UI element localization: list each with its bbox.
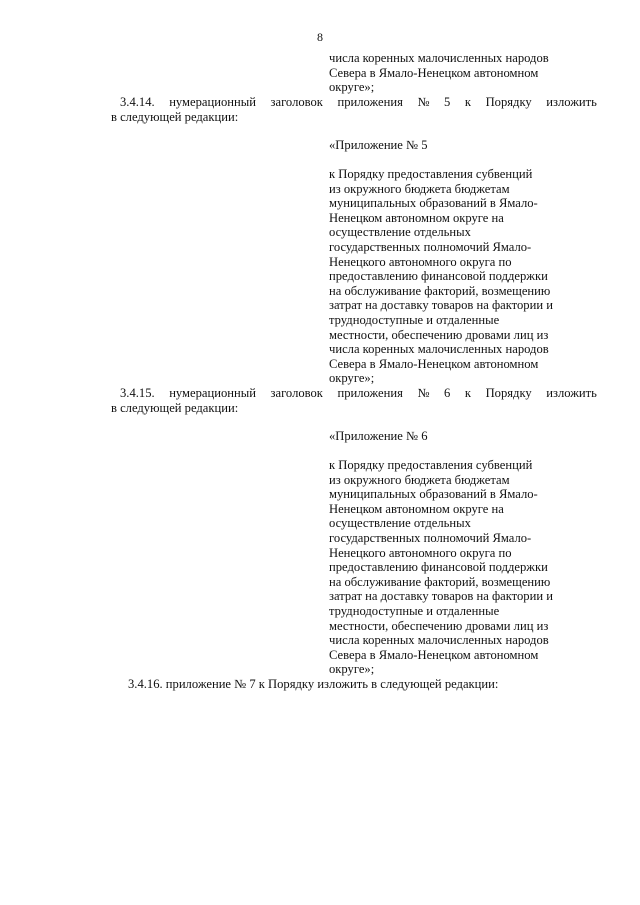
appendix-line: местности, обеспечению дровами лиц из bbox=[329, 327, 549, 342]
appendix-line: числа коренных малочисленных народов bbox=[329, 633, 549, 648]
appendix-line: муниципальных образований в Ямало- bbox=[329, 487, 538, 502]
appendix-line: местности, обеспечению дровами лиц из bbox=[329, 618, 549, 633]
appendix-line: труднодоступные и отдаленные bbox=[329, 312, 500, 327]
item-word: заголовок bbox=[270, 386, 323, 400]
appendix-line: Ненецком автономном округе на bbox=[329, 210, 504, 225]
appendix-line: затрат на доставку товаров на фактории и bbox=[329, 589, 553, 604]
item-word: приложения bbox=[337, 95, 403, 109]
appendix-line: к Порядку предоставления субвенций bbox=[329, 458, 533, 472]
appendix-line: государственных полномочий Ямало- bbox=[329, 530, 532, 545]
item-word: к bbox=[464, 386, 472, 400]
item-line-1 bbox=[120, 95, 597, 110]
item-3-4-16 bbox=[128, 677, 598, 692]
continuation-line: округе»; bbox=[329, 80, 375, 95]
appendix-6-title-block bbox=[329, 429, 604, 444]
item-line-2: в следующей редакции: bbox=[111, 400, 239, 415]
item-3-4-15 bbox=[111, 386, 597, 415]
item-word: № bbox=[417, 95, 430, 109]
continuation-line: Севера в Ямало-Ненецком автономном bbox=[329, 65, 539, 80]
appendix-5-header-block bbox=[329, 167, 604, 386]
appendix-line: Ненецкого автономного округа по bbox=[329, 545, 512, 560]
appendix-5-title-block bbox=[329, 138, 604, 153]
item-word: Порядку bbox=[485, 95, 532, 109]
appendix-line: округе»; bbox=[329, 662, 375, 677]
item-word: изложить bbox=[546, 95, 597, 109]
appendix-line: Севера в Ямало-Ненецком автономном bbox=[329, 356, 539, 371]
appendix-line: предоставлению финансовой поддержки bbox=[329, 560, 548, 575]
appendix-line: государственных полномочий Ямало- bbox=[329, 239, 532, 254]
item-text: приложение № 7 к Порядку изложить в следующей редакции: bbox=[165, 677, 499, 691]
appendix-line: осуществление отдельных bbox=[329, 225, 471, 240]
item-line-2: в следующей редакции: bbox=[111, 109, 239, 124]
item-word: заголовок bbox=[270, 95, 323, 109]
item-number: 3.4.16. bbox=[128, 677, 166, 691]
appendix-line: муниципальных образований в Ямало- bbox=[329, 196, 538, 211]
item-number: 3.4.14. bbox=[120, 95, 155, 109]
appendix-line: труднодоступные и отдаленные bbox=[329, 603, 500, 618]
item-word: № bbox=[417, 386, 430, 400]
appendix-line: числа коренных малочисленных народов bbox=[329, 342, 549, 357]
item-word: 6 bbox=[444, 386, 451, 400]
appendix-line: Ненецкого автономного округа по bbox=[329, 254, 512, 269]
item-word: нумерационный bbox=[169, 386, 256, 400]
item-word: к bbox=[464, 95, 472, 109]
appendix-line: затрат на доставку товаров на фактории и bbox=[329, 298, 553, 313]
item-word: нумерационный bbox=[169, 95, 256, 109]
appendix-title: «Приложение № 6 bbox=[329, 429, 428, 443]
item-line-1 bbox=[128, 677, 598, 692]
appendix-line: к Порядку предоставления субвенций bbox=[329, 167, 533, 181]
appendix-line: из окружного бюджета бюджетам bbox=[329, 181, 510, 196]
appendix-line: Ненецком автономном округе на bbox=[329, 501, 504, 516]
item-word: Порядку bbox=[485, 386, 532, 400]
page-number: 8 bbox=[317, 30, 323, 44]
top-continuation-block bbox=[329, 51, 604, 95]
appendix-line: на обслуживание факторий, возмещению bbox=[329, 574, 551, 589]
item-word: 5 bbox=[444, 95, 451, 109]
appendix-line: на обслуживание факторий, возмещению bbox=[329, 283, 551, 298]
appendix-title: «Приложение № 5 bbox=[329, 138, 428, 152]
item-number: 3.4.15. bbox=[120, 386, 155, 400]
appendix-6-header-block bbox=[329, 458, 604, 677]
continuation-line: числа коренных малочисленных народов bbox=[329, 51, 549, 65]
appendix-line: осуществление отдельных bbox=[329, 516, 471, 531]
item-word: приложения bbox=[337, 386, 403, 400]
appendix-line: округе»; bbox=[329, 371, 375, 386]
item-line-1 bbox=[120, 386, 597, 401]
item-word: изложить bbox=[546, 386, 597, 400]
item-3-4-14 bbox=[111, 95, 597, 124]
appendix-line: из окружного бюджета бюджетам bbox=[329, 472, 510, 487]
appendix-line: Севера в Ямало-Ненецком автономном bbox=[329, 647, 539, 662]
appendix-line: предоставлению финансовой поддержки bbox=[329, 269, 548, 284]
